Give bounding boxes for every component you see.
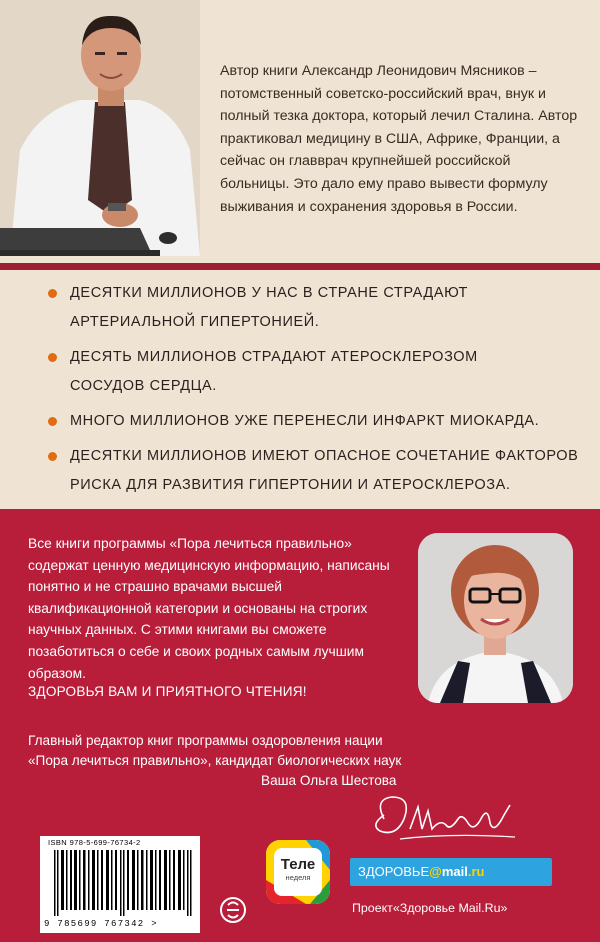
bullet-dot-icon (48, 452, 57, 461)
risk-fact-item: МНОГО МИЛЛИОНОВ УЖЕ ПЕРЕНЕСЛИ ИНФАРКТ МИОКАРДА. (48, 407, 588, 436)
signature-icon (370, 789, 530, 849)
mail-suffix: .ru (467, 864, 485, 879)
isbn-number: ISBN 978-5-699-76734-2 (48, 838, 141, 847)
bullet-dot-icon (48, 353, 57, 362)
barcode-bars (54, 850, 194, 916)
risk-fact-item: ДЕСЯТЬ МИЛЛИОНОВ СТРАДАЮТ АТЕРОСКЛЕРОЗОМ СОСУДОВ СЕРДЦА. (48, 343, 588, 401)
eksmo-logo-icon (220, 897, 246, 923)
tele-sub: неделя (285, 873, 311, 882)
barcode (40, 836, 200, 933)
editor-line-2: «Пора лечиться правильно», кандидат биологических наук (28, 753, 402, 768)
bullet-dot-icon (48, 417, 57, 426)
editor-signature-name: Ваша Ольга Шестова (261, 773, 397, 788)
tele-inner (274, 848, 322, 896)
mail-at: @ (429, 864, 442, 879)
project-caption: Проект«Здоровье Mail.Ru» (352, 901, 508, 915)
editor-credit (28, 731, 568, 791)
author-photo (0, 0, 200, 256)
program-promo-text: Все книги программы «Пора лечиться правильно» содержат ценную медицинскую информацию, написаны понятно и не страшно врачами высшей квалификационной категории и основаны на строгих научных данных. С этими книгами вы сможете позаботиться о себе и своих родных самым лучшим образом. (28, 536, 390, 681)
mail-prefix: ЗДОРОВЬЕ (358, 864, 430, 879)
risk-fact-item: ДЕСЯТКИ МИЛЛИОНОВ У НАС В СТРАНЕ СТРАДАЮТ АРТЕРИАЛЬНОЙ ГИПЕРТОНИЕЙ. (48, 279, 588, 337)
bullet-dot-icon (48, 289, 57, 298)
author-bio: Автор книги Александр Леонидович Мясников – потомственный советско-российский врач, внук и полный тезка доктора, который лечил Сталина. Автор практиковал медицину в США, Африке, Франции, а сейчас он главврач крупнейшей российской больницы. Это дало ему право вывести формулу выживания и сохранения здоровья в России. (220, 63, 578, 215)
barcode-number: 9 785699 767342 > (44, 919, 158, 929)
editor-illustration (418, 533, 573, 703)
tele-nedelya-logo (266, 840, 330, 904)
section-divider (0, 263, 600, 270)
editor-line-1: Главный редактор книг программы оздоровления нации (28, 733, 383, 748)
tele-word: Теле (280, 856, 316, 873)
editor-photo (418, 533, 573, 703)
author-illustration (0, 0, 200, 256)
mail-name: mail (441, 864, 468, 879)
risk-facts-list (48, 279, 588, 506)
risk-fact-item: ДЕСЯТКИ МИЛЛИОНОВ ИМЕЮТ ОПАСНОЕ СОЧЕТАНИЕ ФАКТОРОВ РИСКА ДЛЯ РАЗВИТИЯ ГИПЕРТОНИИ И АТЕРОСКЛЕРОЗА. (48, 442, 588, 500)
health-wish: ЗДОРОВЬЯ ВАМ И ПРИЯТНОГО ЧТЕНИЯ! (28, 684, 307, 699)
zdorovie-mail-logo (350, 858, 552, 886)
bottom-section (0, 509, 600, 942)
